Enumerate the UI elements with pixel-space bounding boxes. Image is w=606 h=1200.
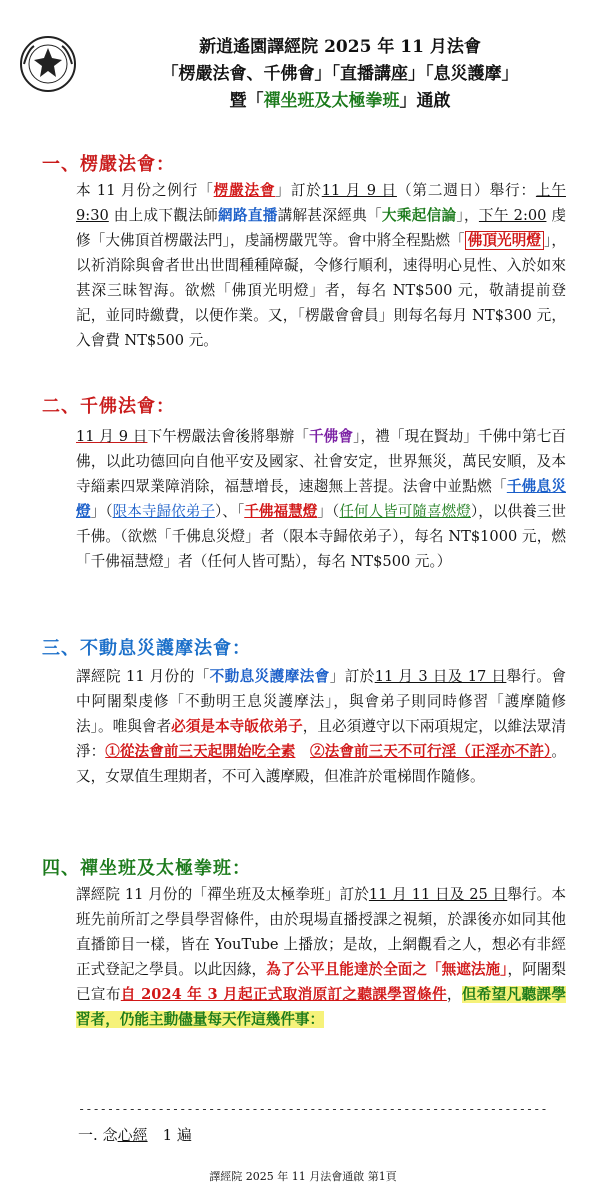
header-zen-class: 禪坐班及太極拳班 [263, 91, 400, 111]
section-body-thousand-buddha: 11 月 9 日下午楞嚴法會後將舉辦「千佛會」，禮「現在賢劫」千佛中第七百佛，以此功德回向自他平安及國家、社會安定，世界無災，萬民安順，及本寺緇素四眾業障消除，福慧增長，速趨無上菩提。法會中並點燃「千佛息災燈」（限本寺歸依弟子）、「千佛福慧燈」（任何人皆可隨喜燃燈），以供養三世千佛。（欲燃「千佛息災燈」者（限本寺歸依弟子），每名 NT$1000 元，燃「千佛福慧燈」者（任何人皆可點），每名 NT$500 元。） [76, 428, 566, 570]
section-title-thousand-buddha: 二、千佛法會： [42, 396, 175, 417]
section-title-zen-taichi: 四、禪坐班及太極拳班： [42, 858, 251, 879]
header-line3: 暨「禪坐班及太極拳班」通啟 [229, 91, 451, 111]
header-events: 「楞嚴法會、千佛會」「直播講座」「息災護摩」 [161, 64, 519, 84]
section-body-shurangama: 本 11 月份之例行「楞嚴法會」訂於11 月 9 日（第二週日）舉行：上午 9:30 由上成下觀法師網路直播講解甚深經典「大乘起信論」，下午 2:00 虔修「大佛頂首楞嚴法門」，虔誦楞嚴咒等。會中將全程點燃「 佛頂光明燈 」，以祈消除與會者世出世間種種障礙，令修行順利，速得明心見性、入於如來甚深三昧智海。欲燃「佛頂光明燈」者，每名 NT$500 元，敬請提前登記，並同時繳費，以便作業。又，「楞嚴會會員」則每名每月 NT$300 元，入會費 NT$500 元。 [76, 182, 567, 349]
page-footer: 譯經院 2025 年 11 月法會通啟 第1頁 [209, 1170, 397, 1183]
divider-line: ----------------------------------------------------------------- [78, 1102, 548, 1116]
document-header [90, 34, 590, 115]
section-body-zen-taichi: 譯經院 11 月份的「禪坐班及太極拳班」訂於11 月 11 日及 25 日舉行。本班先前所訂之學員學習條件，由於現場直播授課之視頻，於課後亦如同其他直播節目一樣，皆在 YouTube 上播放；是故，上網觀看之人，想必有非經正式登記之學員。以此因緣，為了公平且能達於全面之「無遮法施」，阿闍梨已宣布自 2024 年 3 月起正式取消原訂之聽課學習條件，但希望凡聽課學習者，仍能主動儘量每天作這幾件事： [76, 886, 566, 1028]
section-title-homa: 三、不動息災護摩法會： [42, 638, 251, 659]
header-title: 新逍遙園譯經院 2025 年 11 月法會 [199, 37, 481, 57]
list-item: 一. 念心經 1 遍 [78, 1126, 192, 1144]
section-title-shurangama: 一、楞嚴法會： [42, 154, 175, 175]
temple-logo [18, 34, 78, 94]
section-body-homa: 譯經院 11 月份的「不動息災護摩法會」訂於11 月 3 日及 17 日舉行。會中阿闍梨虔修「不動明王息災護摩法」，與會弟子則同時修習「護摩隨修法」。唯與會者必須是本寺皈依弟子，且必須遵守以下兩項規定，以維法眾清淨：①從法會前三天起開始吃全素 ②法會前三天不可行淫（正淫亦不許）。又，女眾值生理期者，不可入護摩殿，但准許於電梯間作隨修。 [76, 668, 566, 785]
